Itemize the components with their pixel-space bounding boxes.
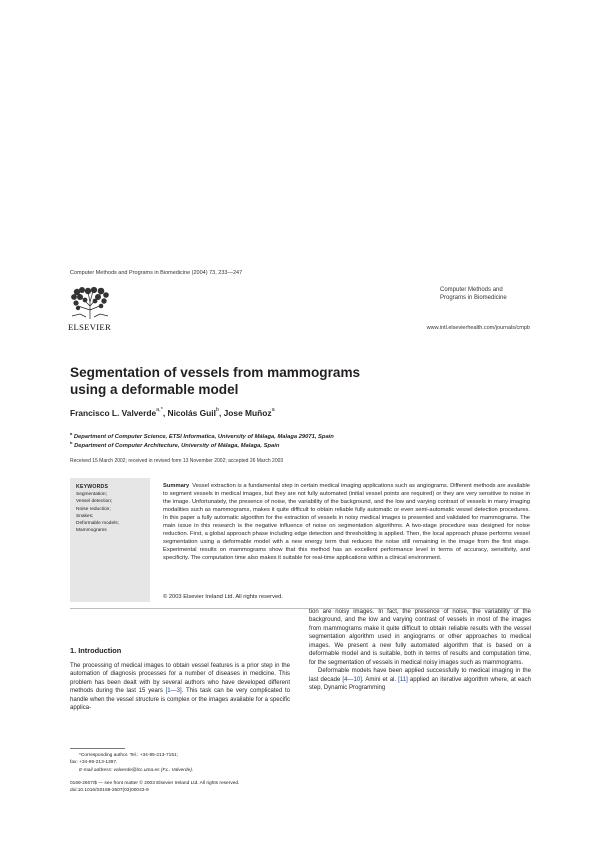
- footnote-email[interactable]: E-mail address: valverde@lcc.uma.es (F.L. Valverde).: [79, 767, 194, 773]
- intro-text: . Amini et al.: [361, 676, 399, 683]
- author-list: [70, 408, 275, 418]
- intro-text: The processing of medical images to obtain vessel features is a prior step in the automation of diagnosis processes for a number of diseases in medicine. This problem has been dealt with by several authors who have developed different methods during the last 15 years: [70, 663, 290, 695]
- title-line-2: using a deformable model: [70, 382, 239, 397]
- footnote-fax: fax: +34-95-213-1397.: [70, 760, 118, 766]
- citation-link[interactable]: [11]: [398, 676, 408, 683]
- introduction-paragraph-2: [309, 667, 531, 692]
- author-separator: ,: [218, 408, 224, 418]
- journal-reference: Computer Methods and Programs in Biomedicine (2004) 73, 233—247: [70, 270, 243, 276]
- keyword-item: Vessel detection;: [76, 499, 113, 505]
- footnotes: [70, 752, 290, 774]
- author-name[interactable]: Jose Muñoz: [223, 408, 272, 418]
- author-affiliation-mark: b: [215, 407, 219, 414]
- introduction-heading: 1. Introduction: [70, 646, 122, 655]
- received-dates: Received 15 March 2002; received in revised form 13 November 2002; accepted 26 March 2003: [70, 458, 284, 464]
- citation-link[interactable]: [1—3]: [165, 688, 182, 695]
- title-line-1: Segmentation of vessels from mammograms: [70, 365, 361, 380]
- author-name[interactable]: Francisco L. Valverde: [70, 408, 157, 418]
- keyword-item: Segmentation;: [76, 492, 107, 497]
- affiliation-text: Department of Computer Science, ETSI Informatica, University of Málaga, Malaga 29071, Spain: [73, 434, 334, 440]
- author-name[interactable]: Nicolás Guil: [167, 408, 216, 418]
- intro-text: Deformable models have been applied successfully to medical imaging in the last decade: [309, 668, 531, 683]
- front-matter-notice: [70, 780, 239, 795]
- summary-label: Summary: [163, 483, 190, 489]
- journal-name: [440, 286, 530, 302]
- elsevier-logo: [68, 286, 114, 330]
- article-title: [70, 364, 530, 398]
- affiliation: [70, 431, 334, 440]
- journal-url-link[interactable]: www.intl.elsevierhealth.com/journals/cmpb: [426, 325, 530, 331]
- doi-line[interactable]: doi:10.1016/S0169-2607(03)00043-9: [70, 788, 149, 794]
- affiliation-mark: b: [70, 440, 73, 446]
- keyword-item: Noise reduction;: [76, 506, 111, 512]
- intro-text: . This task can be very complicated to handle when the vessel structure is complex or the images available for a specific applica-: [70, 688, 290, 712]
- right-column: [309, 608, 531, 693]
- summary-text: Vessel extraction is a fundamental step in certain medical imaging applications such as angiograms. Different methods are available to segment vessels in medical images, but they are not fully automated (initial vessel points are required) or they are very sensitive to noise in the image. Unfortunately, the presence of noise, the variability of the background, and the low and varying contrast of vessels in many imaging modalities such as mammograms, makes it quite difficult to obtain reliable fully automatic or even semi-automatic vessel detection procedures. In this paper a fully automatic algorithm for the extraction of vessels in noisy medical images is presented and validated for mammograms. The main issue in this research is the negative influence of noise on segmentation algorithms. A two-stage procedure was designed for noise reduction. First, a global approach phase including edge detection and thresholding is applied. Then, the local approach phase performs vessel segmentation using a deformable model with a new energy term that reduces the noise still remaining in the image from the first stage. Experimental results on mammograms show that this method has an excellent performance level in terms of accuracy, sensitivity, and specificity. The computation time also makes it suitable for real-time applications within a clinical environment.: [163, 483, 530, 562]
- keywords-heading: KEYWORDS: [76, 484, 109, 490]
- author-affiliation-mark: a: [271, 407, 275, 414]
- keyword-item: Mammograms: [76, 528, 107, 534]
- copyright-notice: © 2003 Elsevier Ireland Ltd. All rights reserved.: [163, 594, 283, 600]
- affiliation-text: Department of Computer Architecture, University of Málaga, Malaga, Spain: [74, 443, 280, 449]
- footnote-corresponding: *Corresponding author. Tel.: +34-95-213-7151;: [79, 753, 178, 758]
- journal-name-line-2: Programs in Biomedicine: [440, 295, 507, 301]
- citation-link[interactable]: [4—10]: [342, 676, 362, 683]
- introduction-paragraph-continued: tion are noisy images. In fact, the presence of noise, the variability of the background, and the low and varying contrast of vessels in most of the images from mammograms make it quite difficult to obtain reliable results with the vessel segmentation algorithm used in angiograms or other approaches to medical images. We present a new fully automated algorithm that is based on a deformable model and is suitable, both in terms of results and computation time, for the segmentation of vessels in medical noisy images such as mammograms.: [309, 609, 531, 666]
- affiliation: [70, 440, 280, 449]
- abstract-summary: [163, 482, 530, 562]
- elsevier-tree-icon: [68, 286, 112, 320]
- author-affiliation-mark: a,*: [156, 407, 163, 414]
- keywords-box: [70, 478, 150, 602]
- journal-name-line-1: Computer Methods and: [440, 287, 503, 293]
- elsevier-wordmark: ELSEVIER: [68, 322, 111, 332]
- introduction-paragraph-left: [70, 662, 290, 713]
- keyword-item: Deformable models;: [76, 521, 119, 527]
- footnote-divider: [70, 748, 125, 749]
- affiliation-mark: a: [70, 431, 73, 437]
- author-separator: ,: [162, 408, 168, 418]
- keyword-item: Snakes;: [76, 513, 94, 519]
- intro-text: applied an iterative algorithm where, at each step, Dynamic Programming: [309, 676, 531, 692]
- issn-line: 0169-2607/$ — see front matter © 2003 Elsevier Ireland Ltd. All rights reserved.: [70, 781, 240, 786]
